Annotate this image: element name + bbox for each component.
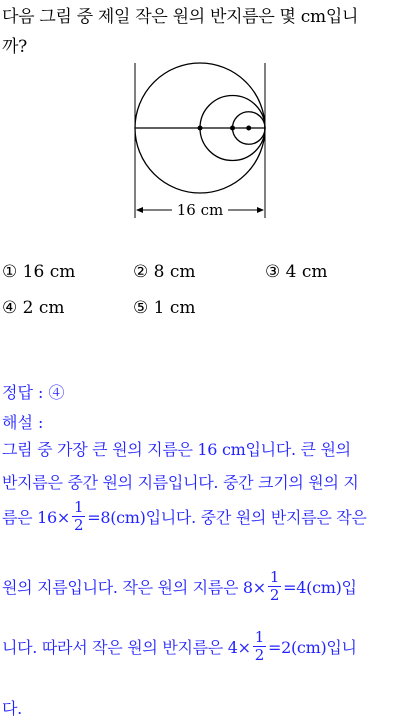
question-line-1: 다음 그림 중 제일 작은 원의 반지름은 몇 cm입니 <box>2 7 359 27</box>
option-3[interactable] <box>265 262 328 282</box>
medium-center-dot <box>230 126 235 131</box>
small-center-dot <box>246 126 251 131</box>
explanation-text: =4(cm)입 <box>283 578 357 597</box>
option-2[interactable] <box>133 262 196 282</box>
option-number: ③ <box>265 262 281 282</box>
answer-label: 정답 : ④ <box>2 383 65 402</box>
large-center-dot <box>198 126 203 131</box>
dimension-arrow-left <box>136 207 143 213</box>
explanation-label: 해설 : <box>2 413 44 432</box>
dimension-arrow-right <box>257 207 264 213</box>
option-number: ② <box>133 262 149 282</box>
option-label: 2 cm <box>22 298 65 318</box>
explanation-text: 원의 지름입니다. 작은 원의 지름은 8× <box>2 578 266 597</box>
dimension-label: 16 cm <box>176 201 224 219</box>
explanation-line-4 <box>2 569 357 604</box>
explanation-line-2: 반지름은 중간 원의 지름입니다. 중간 크기의 원의 지 <box>2 473 359 492</box>
option-4[interactable] <box>2 298 65 318</box>
fraction-denominator: 2 <box>254 646 264 664</box>
fraction-denominator: 2 <box>269 586 280 604</box>
option-number: ① <box>2 262 18 282</box>
circles-figure <box>0 58 400 228</box>
explanation-line-3 <box>2 499 367 534</box>
question-text <box>2 2 398 62</box>
explanation-line-5 <box>2 629 357 664</box>
fraction-numerator: 1 <box>254 628 264 646</box>
question-line-2: 까? <box>2 37 27 57</box>
option-label: 16 cm <box>22 262 76 282</box>
option-number: ⑤ <box>133 298 149 318</box>
option-label: 8 cm <box>153 262 196 282</box>
fraction-denominator: 2 <box>73 516 84 534</box>
fraction-numerator: 1 <box>269 568 280 586</box>
explanation-text: =8(cm)입니다. 중간 원의 반지름은 작은 <box>87 508 367 527</box>
fraction-numerator: 1 <box>73 498 84 516</box>
explanation-line-1: 그림 중 가장 큰 원의 지름은 16 cm입니다. 큰 원의 <box>2 440 351 459</box>
explanation-text: =2(cm)입니 <box>267 638 357 657</box>
option-1[interactable] <box>2 262 75 282</box>
option-label: 1 cm <box>153 298 196 318</box>
fraction <box>253 629 266 664</box>
explanation-text: 니다. 따라서 작은 원의 반지름은 4× <box>2 638 251 657</box>
option-number: ④ <box>2 298 18 318</box>
explanation-line-6: 다. <box>2 699 22 718</box>
fraction <box>72 499 85 534</box>
fraction <box>268 569 281 604</box>
option-5[interactable] <box>133 298 196 318</box>
explanation-text: 름은 16× <box>2 508 70 527</box>
option-label: 4 cm <box>285 262 328 282</box>
